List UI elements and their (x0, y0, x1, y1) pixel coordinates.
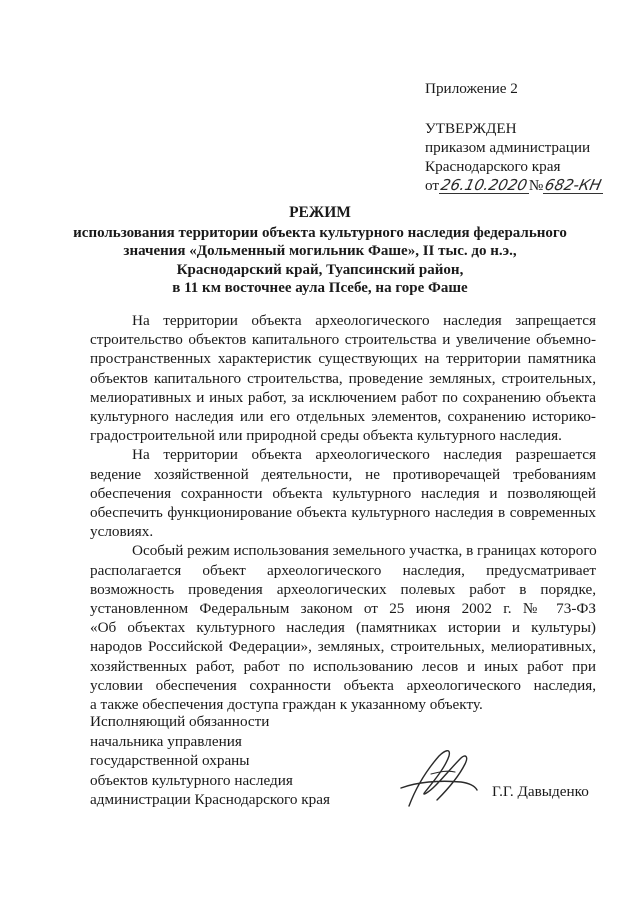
paragraph-permissions (90, 445, 596, 541)
text-line: На территории объекта археологического наследия разрешается (132, 446, 596, 464)
approved-label: УТВЕРЖДЕН (425, 120, 517, 137)
text-line: обеспечить функционирование объекта культурного наследия в современных (90, 504, 596, 522)
text-line: возможность проведения археологических полевых работ в порядке, (90, 580, 596, 598)
text-line: ведение хозяйственной деятельности, не противоречащей требованиям (90, 465, 596, 483)
text-line: народов Российской Федерации», земляных, строительных, мелиоративных, (90, 638, 596, 656)
text-line: условиях. (90, 523, 154, 541)
paragraph-prohibitions (90, 311, 596, 445)
text-line: обеспечения сохранности объекта культурного наследия и позволяющей (90, 484, 596, 502)
text-line: градостроительной или природной среды объекта культурного наследия. (90, 427, 562, 445)
text-line: располагается объект археологического наследия, предусматривает (90, 561, 596, 579)
position-line: администрации Краснодарского края (90, 791, 330, 809)
document-title (0, 204, 640, 298)
region-label: Краснодарского края (425, 158, 561, 175)
title-line: использования территории объекта культурного наследия федерального (73, 224, 567, 241)
text-line: «Об объектах культурного наследия (памятниках истории и культуры) (90, 619, 596, 637)
number-sign: № (528, 177, 544, 194)
handwritten-signature-icon (395, 742, 480, 814)
annex-label: Приложение 2 (425, 80, 518, 97)
position-line: Исполняющий обязанности (90, 713, 270, 730)
order-number-handwritten: 682-КН (543, 176, 604, 194)
order-date-handwritten: 26.10.2020 (439, 176, 529, 194)
from-prefix: от (425, 177, 440, 194)
order-date-line (425, 176, 625, 195)
text-line: строительство объектов капитального строительства и увеличение объемно- (90, 331, 596, 349)
order-number-field (543, 178, 603, 194)
position-line: государственной охраны (90, 752, 250, 770)
signatory-position (90, 712, 390, 810)
position-line: объектов культурного наследия (90, 771, 293, 789)
approval-block (425, 79, 625, 195)
text-line: условии обеспечения сохранности объекта археологического наследия, (90, 676, 596, 694)
title-line: в 11 км восточнее аула Псебе, на горе Фаше (172, 280, 468, 297)
text-line: а также обеспечения доступа граждан к указанному объекту. (90, 696, 483, 714)
order-date-field (439, 178, 529, 194)
order-label: приказом администрации (425, 139, 591, 156)
text-line: хозяйственных работ, работ по использованию лесов и иных работ при (90, 657, 596, 675)
text-line: объектов капитального строительства, проведение земляных, строительных, (90, 369, 596, 387)
signatory-name: Г.Г. Давыденко (492, 783, 589, 800)
text-line: Особый режим использования земельного участка, в границах которого (132, 542, 597, 560)
position-line: начальника управления (90, 732, 242, 750)
title-heading: РЕЖИМ (289, 204, 351, 221)
text-line: установленном Федеральным законом от 25 июня 2002 г. № 73-ФЗ (90, 600, 596, 618)
paragraph-special-regime (90, 541, 596, 714)
text-line: пространственных характеристик существующих на территории памятника (90, 350, 596, 368)
title-line: Краснодарский край, Туапсинский район, (176, 261, 464, 278)
document-body (90, 311, 596, 714)
title-line: значения «Дольменный могильник Фаше», II тыс. до н.э., (123, 243, 517, 260)
text-line: мелиоративных и иных работ, за исключением работ по сохранению объекта (90, 388, 596, 406)
text-line: На территории объекта археологического наследия запрещается (132, 312, 596, 329)
text-line: культурного наследия или его отдельных элементов, сохранению историко- (90, 408, 596, 426)
